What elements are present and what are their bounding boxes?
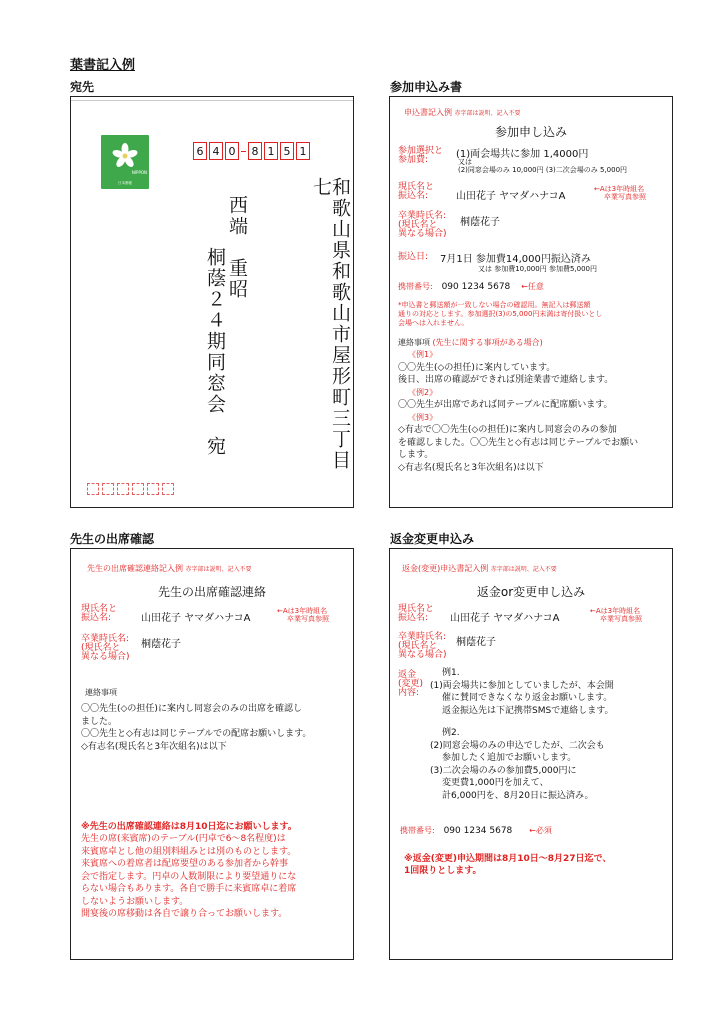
postage-stamp: [101, 135, 149, 189]
name-label: 現氏名と 振込名:: [398, 604, 435, 623]
lily-flower-icon: [112, 143, 138, 169]
option-or: 又は: [458, 158, 472, 166]
sender-zip-box: [102, 483, 114, 495]
page-title: 葉書記入例: [70, 58, 136, 73]
sender-zip-box: [162, 483, 174, 495]
zip-dash: [241, 151, 246, 152]
zip-digit: 8: [248, 142, 262, 160]
refund-postcard: [389, 548, 673, 960]
deadline-notice: ※返金(変更)申込期間は8月10日～8月27日迄で、 1回限りとします。: [404, 854, 612, 876]
grad-value: 桐蔭花子: [141, 639, 181, 650]
contact-heading: 連絡事項: [85, 688, 117, 697]
content-label: 返金 (変更) 内容:: [398, 670, 424, 698]
sender-postal-boxes: [87, 483, 177, 495]
address-postcard: [70, 96, 354, 508]
stamp-brand: NIPPON: [131, 170, 147, 175]
card-top-line: [71, 100, 353, 101]
header-note: 返金(変更)申込書記入例 赤字部は説明、記入不要: [402, 564, 557, 573]
section-title-address: 宛先: [70, 80, 95, 94]
name-note: ←Aは3年時組名 卒業写真参照: [590, 607, 642, 623]
zip-digit: 1: [264, 142, 278, 160]
contact-examples: 《例1》 〇〇先生(◇の担任)に案内しています。 後日、出席の確認ができれば別途業書で連絡します。 《例2》 〇〇先生が出席であれば同テーブルに配席願います。 《例3》 ◇有志で〇〇先生(◇の担任)に案内し同窓会のみの参加 を確認しました。〇〇先生と◇有志は同じテーブルでお願い します。 ◇有志名(現氏名と3年次組名)は以下: [398, 350, 639, 473]
phone-row: 携帯番号: 090 1234 5678 ←任意: [398, 282, 544, 292]
teacher-postcard: [70, 548, 354, 960]
grad-label: 卒業時氏名: (現氏名と 異なる場合): [81, 634, 130, 662]
header-note: 先生の出席確認連絡記入例 赤字部は説明、記入不要: [87, 564, 252, 573]
name-label: 現氏名と 振込名:: [81, 604, 118, 623]
zip-digit: 0: [225, 142, 239, 160]
recipient-org: 桐蔭２４期同窓会 宛: [204, 247, 226, 457]
contact-heading: 連絡事項 (先生に関する事項がある場合): [398, 338, 543, 347]
phone-row: 携帯番号: 090 1234 5678 ←必須: [400, 826, 552, 836]
content-examples: 例1. (1)両会場共に参加としていましたが、本会開 催に賛同できなくなり返金お願いします。 返金振込先は下記携帯SMSで連絡します。 例2. (2)同窓会場のみの申込でしたが、二次会も 参加したく追加でお願いします。 (3)二次会場のみの参加費5,000円に 変更費1,000円を加えて、 計6,000円を、8月20日に振込済み。: [430, 668, 614, 801]
name-note: ←Aは3年時組名 卒業写真参照: [594, 185, 646, 201]
notice-deadline: ※先生の出席確認連絡は8月10日迄にお願いします。: [81, 822, 297, 832]
option-2: (2)同窓会場のみ 10,000円 (3)二次会場のみ 5,000円: [458, 166, 628, 174]
sender-zip-box: [87, 483, 99, 495]
grad-value: 桐蔭花子: [456, 637, 496, 648]
stamp-sub: 日本郵便: [118, 181, 132, 185]
name-value: 山田花子 ヤマダハナコA: [456, 191, 566, 202]
card-heading: 返金or変更申し込み: [476, 585, 586, 599]
card-heading: 先生の出席確認連絡: [157, 585, 266, 599]
zip-digit: 4: [209, 142, 223, 160]
postal-code-boxes: [193, 141, 312, 161]
sender-zip-box: [117, 483, 129, 495]
name-value: 山田花子 ヤマダハナコA: [450, 613, 560, 624]
transfer-label: 振込日:: [398, 252, 429, 262]
section-title-refund: 返金変更申込み: [390, 532, 475, 546]
warning-note: *申込書と郵送額が一致しない場合の確認用。無記入は郵送額 通りの対応とします。参加選択(3)の5,000円未満は寄付扱いとし 会場へは入れません。: [398, 301, 603, 327]
recipient-name: 西端 重昭: [226, 195, 248, 300]
recipient-address: 和歌山県和歌山市屋形町三丁目七: [310, 177, 351, 471]
grad-value: 桐蔭花子: [460, 217, 500, 228]
transfer-value: 7月1日 参加費14,000円振込済み: [440, 254, 591, 265]
name-note: ←Aは3年時組名 卒業写真参照: [277, 607, 329, 623]
sender-zip-box: [132, 483, 144, 495]
option-1: (1)両会場共に参加 1,4000円: [456, 149, 589, 160]
section-title-teacher: 先生の出席確認: [70, 532, 155, 546]
name-label: 現氏名と 振込名:: [398, 182, 435, 201]
zip-digit: 5: [280, 142, 294, 160]
zip-digit: 1: [296, 142, 310, 160]
notice-body: 先生の席(来賓席)のテーブル(円卓で6～8名程度)は 来賓席卓とし他の組別料組みとは別のものとします。 来賓席への着席者は配席要望のある参加者から幹事 会で指定します。円卓の人数制限により要望通りにな らない場合もあります。各自で勝手に来賓席卓に着席 しないようお願いします。 開宴後の席移動は各自で譲り合ってお願いします。: [81, 834, 297, 919]
participation-label: 参加選択と 参加費:: [398, 146, 444, 165]
grad-label: 卒業時氏名: (現氏名と 異なる場合): [398, 211, 447, 239]
name-value: 山田花子 ヤマダハナコA: [141, 613, 251, 624]
header-note: 申込書記入例 赤字部は説明、記入不要: [404, 108, 521, 117]
sender-zip-box: [147, 483, 159, 495]
card-heading: 参加申し込み: [494, 125, 567, 139]
contact-body: 〇〇先生(◇の担任)に案内し同窓会のみの出席を確認し ました。 〇〇先生と◇有志は同じテーブルでの配席お願いします。 ◇有志名(現氏名と3年次組名)は以下: [81, 704, 312, 752]
grad-label: 卒業時氏名: (現氏名と 異なる場合): [398, 632, 447, 660]
section-title-application: 参加申込み書: [390, 80, 463, 94]
zip-digit: 6: [193, 142, 207, 160]
transfer-alt: 又は 参加費10,000円 参加費5,000円: [478, 265, 597, 273]
application-postcard: [389, 96, 673, 508]
